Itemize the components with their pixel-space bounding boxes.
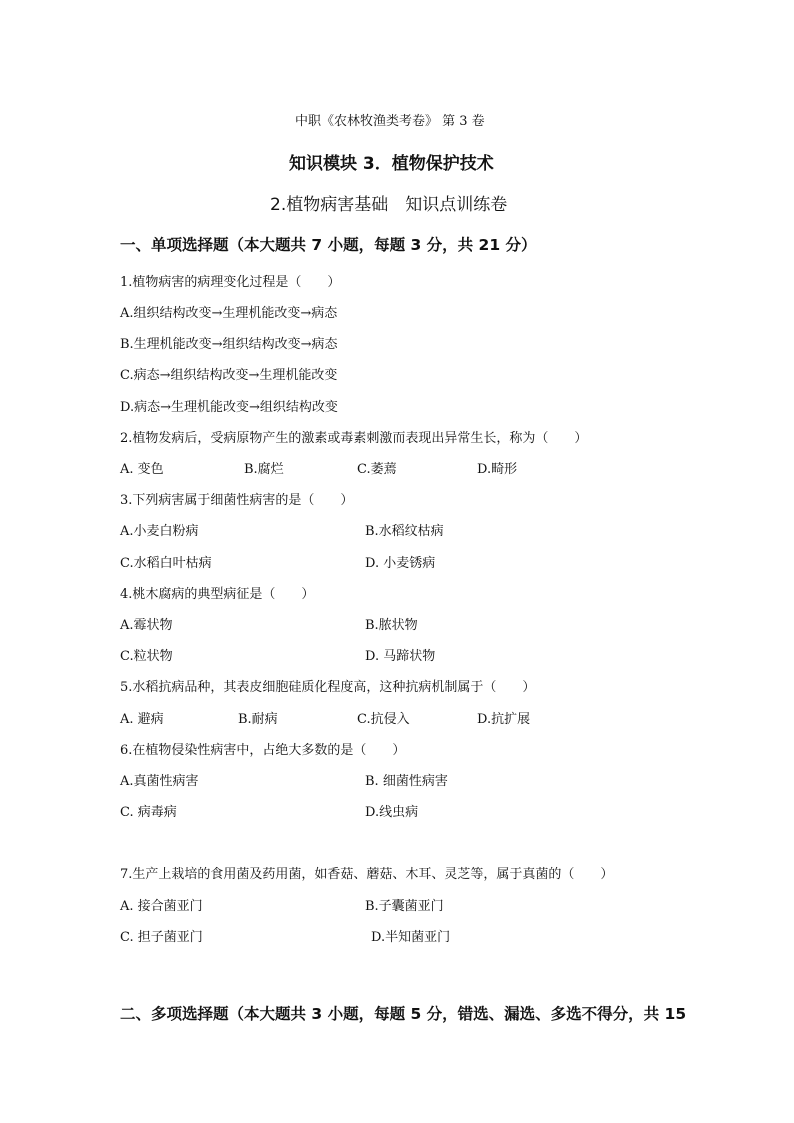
question-4-option-b: B.脓状物 (365, 618, 418, 633)
question-2-option-c: C.萎蔫 (357, 462, 397, 477)
question-2-option-a: A. 变色 (120, 462, 164, 477)
question-4-stem: 4.桃木腐病的典型病征是（ ） (120, 587, 315, 602)
question-7-stem: 7.生产上栽培的食用菌及药用菌，如香菇、蘑菇、木耳、灵芝等，属于真菌的（ ） (120, 867, 614, 882)
question-6-option-c: C. 病毒病 (120, 805, 177, 820)
question-6-stem: 6.在植物侵染性病害中，占绝大多数的是（ ） (120, 743, 406, 758)
question-5-option-d: D.抗扩展 (477, 712, 531, 727)
question-1-option-d: D.病态→生理机能改变→组织结构改变 (120, 400, 338, 415)
question-4-option-a: A.霉状物 (120, 618, 173, 633)
question-7-option-a: A. 接合菌亚门 (120, 899, 203, 914)
question-1-option-c: C.病态→组织结构改变→生理机能改变 (120, 368, 338, 383)
sub-title: 2.植物病害基础 知识点训练卷 (270, 195, 508, 215)
module-title: 知识模块 3．植物保护技术 (289, 154, 494, 174)
question-3-option-b: B.水稻纹枯病 (365, 524, 444, 539)
question-2-option-b: B.腐烂 (244, 462, 284, 477)
question-6-option-d: D.线虫病 (365, 805, 419, 820)
question-7-option-d: D.半知菌亚门 (371, 930, 451, 945)
question-3-option-d: D. 小麦锈病 (365, 556, 436, 571)
section-1-title: 一、单项选择题（本大题共 7 小题，每题 3 分，共 21 分） (120, 236, 537, 254)
section-2-title: 二、多项选择题（本大题共 3 小题，每题 5 分，错选、漏选、多选不得分，共 15 (120, 1005, 687, 1023)
question-6-option-b: B. 细菌性病害 (365, 774, 448, 789)
question-5-stem: 5.水稻抗病品种，其表皮细胞硅质化程度高，这种抗病机制属于（ ） (120, 680, 536, 695)
question-2-stem: 2.植物发病后，受病原物产生的激素或毒素刺激而表现出异常生长，称为（ ） (120, 431, 588, 446)
question-3-stem: 3.下列病害属于细菌性病害的是（ ） (120, 493, 354, 508)
question-4-option-d: D. 马蹄状物 (365, 649, 436, 664)
question-5-option-a: A. 避病 (120, 712, 164, 727)
question-4-option-c: C.粒状物 (120, 649, 173, 664)
question-7-option-c: C. 担子菌亚门 (120, 930, 203, 945)
question-5-option-b: B.耐病 (238, 712, 278, 727)
question-1-option-b: B.生理机能改变→组织结构改变→病态 (120, 337, 338, 352)
exam-title: 中职《农林牧渔类考卷》 第 3 卷 (295, 114, 485, 129)
question-1-option-a: A.组织结构改变→生理机能改变→病态 (120, 306, 338, 321)
question-6-option-a: A.真菌性病害 (120, 774, 199, 789)
question-2-option-d: D.畸形 (477, 462, 518, 477)
question-3-option-c: C.水稻白叶枯病 (120, 556, 212, 571)
question-7-option-b: B.子囊菌亚门 (365, 899, 444, 914)
question-3-option-a: A.小麦白粉病 (120, 524, 199, 539)
question-1-stem: 1.植物病害的病理变化过程是（ ） (120, 275, 341, 290)
question-5-option-c: C.抗侵入 (357, 712, 410, 727)
